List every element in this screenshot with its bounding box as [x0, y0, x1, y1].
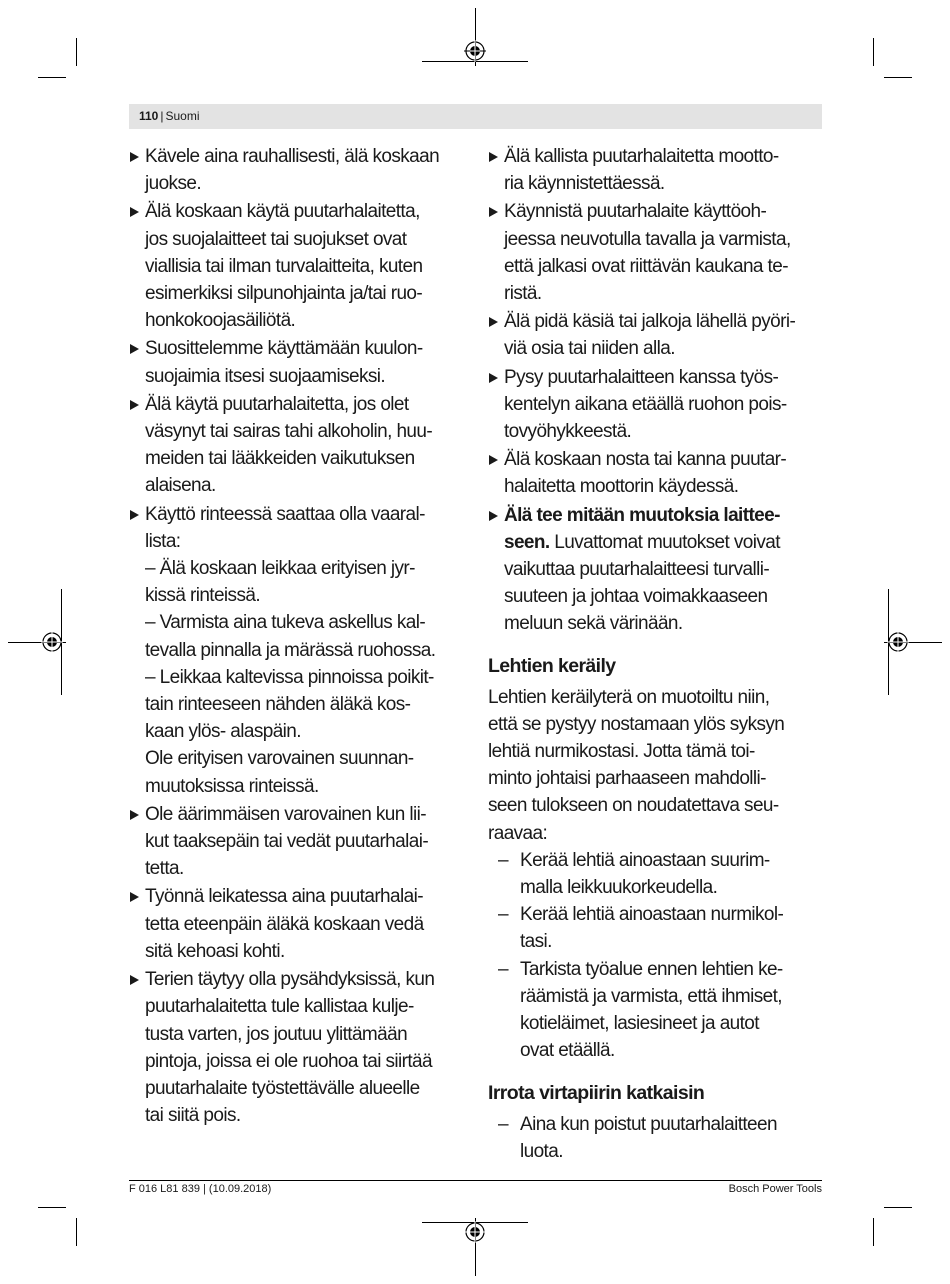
bold-bullet-lines: [504, 556, 828, 638]
text-line: Kerää lehtiä ainoastaan nurmikol-: [520, 904, 784, 926]
text-line: luota.: [520, 1140, 563, 1162]
bullet-item: [488, 143, 828, 197]
crop-mark: [38, 77, 66, 78]
text-line: Kerää lehtiä ainoastaan suurim-: [520, 849, 770, 871]
dash-marker: –: [498, 904, 508, 926]
bold-text: seen.: [504, 531, 550, 553]
text-line: Älä koskaan käytä puutarhalaitetta,: [145, 201, 420, 223]
bullet-line: Älä tee mitään muutoksia laittee-: [504, 504, 780, 526]
text-line: Älä kallista puutarhalaitetta mootto-: [504, 146, 779, 167]
crop-mark: [884, 77, 912, 78]
bullet-item: [488, 198, 828, 307]
crop-mark: [884, 1207, 912, 1208]
bullet-triangle-icon: [130, 207, 139, 217]
text-line: räämistä ja varmista, että ihmiset,: [520, 985, 782, 1007]
bullet-item: [129, 966, 474, 1129]
bullet-triangle-icon: [489, 207, 498, 217]
text-line: – Varmista aina tukeva askellus kal-: [145, 612, 426, 634]
bullet-item: [488, 446, 828, 500]
bullet-triangle-icon: [130, 892, 139, 902]
text-line: muutoksissa rinteissä.: [145, 775, 319, 797]
section-heading-circuit-breaker: Irrota virtapiirin katkaisin: [488, 1081, 705, 1104]
bullet-triangle-icon: [130, 810, 139, 820]
bullet-triangle-icon: [489, 152, 498, 162]
text-line: – Leikkaa kaltevissa pinnoissa poikit-: [145, 666, 434, 688]
text-line: Pysy puutarhalaitteen kanssa työs-: [504, 366, 779, 388]
text-line: halaitetta moottorin käydessä.: [504, 476, 739, 498]
dash-list: [488, 847, 828, 1065]
dash-item: [488, 901, 828, 955]
crop-mark: [873, 38, 874, 66]
bullet-item: [129, 883, 474, 965]
text-line: tevalla pinnalla ja märässä ruohossa.: [145, 639, 436, 661]
text-line: että se pystyy nostamaan ylös syksyn: [488, 713, 785, 735]
left-column: [129, 143, 474, 1130]
text-line: tai siitä pois.: [145, 1105, 241, 1127]
crop-mark: [873, 1218, 874, 1246]
footer-doc-id: F 016 L81 839 | (10.09.2018): [129, 1183, 272, 1195]
bullet-triangle-icon: [130, 152, 139, 162]
bullet-triangle-icon: [130, 975, 139, 985]
text-line: Työnnä leikatessa aina puutarhalai-: [145, 886, 423, 908]
text-line: suuteen ja johtaa voimakkaaseen: [504, 586, 768, 608]
section-heading-leaves: Lehtien keräily: [488, 654, 616, 677]
page-number: 110: [139, 109, 159, 123]
page-header: [129, 104, 822, 129]
bullet-triangle-icon: [489, 317, 498, 327]
footer-rule: [129, 1180, 822, 1181]
text-line: honkokoojasäiliötä.: [145, 310, 296, 332]
text-line: viallisia tai ilman turvalaitteita, kuten: [145, 255, 423, 277]
text-line: kotieläimet, lasiesineet ja autot: [520, 1013, 759, 1035]
bullet-item: [129, 143, 474, 197]
text-line: malla leikkuukorkeudella.: [520, 877, 718, 899]
text-line: Terien täytyy olla pysähdyksissä, kun: [145, 969, 435, 991]
text-line: tetta eteenpäin äläkä koskaan vedä: [145, 913, 424, 935]
text-line: viä osia tai niiden alla.: [504, 338, 675, 360]
registration-mark-icon: [464, 40, 486, 62]
text-line: kentelyn aikana etäällä ruohon pois-: [504, 393, 787, 415]
bullet-triangle-icon: [489, 455, 498, 465]
right-bullets: [488, 143, 828, 501]
text-line: pintoja, joissa ei ole ruohoa tai siirtää: [145, 1050, 432, 1072]
header-language: Suomi: [165, 109, 200, 123]
crop-mark: [76, 1218, 77, 1246]
text-line: Älä käytä puutarhalaitetta, jos olet: [145, 393, 409, 415]
text-line: ovat etäällä.: [520, 1040, 615, 1062]
right-column: [488, 143, 828, 1165]
text-line: vaikuttaa puutarhalaitteesi turvalli-: [504, 559, 770, 581]
text-line: Käynnistä puutarhalaite käyttöoh-: [504, 201, 767, 223]
bullet-item: [129, 391, 474, 500]
section-paragraph: [488, 684, 828, 847]
text-line: esimerkiksi silpunohjainta ja/tai ruo-: [145, 283, 423, 305]
bullet-item: [129, 335, 474, 389]
text-line: juokse.: [145, 173, 202, 195]
footer-brand: Bosch Power Tools: [728, 1183, 822, 1195]
bullet-triangle-icon: [130, 344, 139, 354]
text-line: – Älä koskaan leikkaa erityisen jyr-: [145, 558, 415, 580]
registration-mark-icon: [464, 1221, 486, 1243]
text-line: sitä kehoasi kohti.: [145, 940, 285, 962]
header-separator: |: [160, 109, 164, 123]
text-line: jeessa neuvotulla tavalla ja varmista,: [504, 228, 791, 250]
text-line: Älä pidä käsiä tai jalkoja lähellä pyöri-: [504, 311, 796, 333]
text-line: alaisena.: [145, 475, 216, 497]
text-line: tain rinteeseen nähden äläkä kos-: [145, 694, 411, 716]
crop-mark: [76, 38, 77, 66]
text-line: väsynyt tai sairas tahi alkoholin, huu-: [145, 421, 433, 443]
text-line: meiden tai lääkkeiden vaikutuksen: [145, 448, 415, 470]
text-line: että jalkasi ovat riittävän kaukana te-: [504, 255, 788, 277]
text-line: Älä koskaan nosta tai kanna puutar-: [504, 449, 787, 471]
text-line: tasi.: [520, 931, 552, 953]
bullet-line: [504, 529, 828, 556]
text-line: minto johtaisi parhaaseen mahdolli-: [488, 768, 766, 790]
text-line: Lehtien keräilyterä on muotoiltu niin,: [488, 686, 770, 708]
dash-marker: –: [498, 849, 508, 871]
registration-mark-icon: [41, 631, 63, 653]
text-line: Suosittelemme käyttämään kuulon-: [145, 338, 423, 360]
dash-item: [488, 847, 828, 901]
bullet-item: [488, 308, 828, 362]
text-line: seen tulokseen on noudatettava seu-: [488, 795, 779, 817]
text-line: jos suojalaitteet tai suojukset ovat: [145, 228, 407, 250]
text-line: lista:: [145, 530, 181, 552]
text-line: kut taaksepäin tai vedät puutarhalai-: [145, 831, 429, 853]
crop-mark: [38, 1207, 66, 1208]
text-line: tusta varten, jos joutuu ylittämään: [145, 1023, 408, 1045]
text-line: kissä rinteissä.: [145, 585, 260, 607]
text-line: tovyöhykkeestä.: [504, 421, 632, 443]
bold-bullet: [488, 502, 828, 638]
bullet-item: [488, 364, 828, 446]
text-line: lehtiä nurmikostasi. Jotta tämä toi-: [488, 741, 755, 763]
text-line: meluun sekä värinään.: [504, 613, 683, 635]
text-line: ristä.: [504, 283, 542, 305]
text-line: Tarkista työalue ennen lehtien ke-: [520, 958, 783, 980]
bullet-triangle-icon: [489, 373, 498, 383]
text-line: tetta.: [145, 858, 184, 880]
dash-marker: –: [498, 958, 508, 980]
bullet-item: [129, 501, 474, 800]
text-line: Aina kun poistut puutarhalaitteen: [520, 1113, 777, 1135]
bullet-text: Luvattomat muutokset voivat: [549, 531, 780, 553]
text-line: suojaimia itsesi suojaamiseksi.: [145, 365, 386, 387]
bullet-triangle-icon: [489, 511, 498, 521]
text-line: kaan ylös- alaspäin.: [145, 721, 301, 743]
bullet-triangle-icon: [130, 400, 139, 410]
bullet-item: [129, 198, 474, 334]
dash-marker: –: [498, 1113, 508, 1135]
text-line: puutarhalaitetta tule kallistaa kulje-: [145, 996, 414, 1018]
dash-item: [488, 1111, 828, 1165]
text-line: Ole äärimmäisen varovainen kun lii-: [145, 803, 427, 825]
text-line: ria käynnistettäessä.: [504, 173, 665, 195]
text-line: Käyttö rinteessä saattaa olla vaaral-: [145, 503, 425, 525]
bullet-item: [129, 801, 474, 883]
registration-mark-icon: [887, 631, 909, 653]
dash-item: [488, 956, 828, 1065]
bullet-triangle-icon: [130, 510, 139, 520]
text-line: Ole erityisen varovainen suunnan-: [145, 748, 414, 770]
dash-list: [488, 1111, 828, 1165]
text-line: raavaa:: [488, 822, 548, 844]
text-line: Kävele aina rauhallisesti, älä koskaan: [145, 146, 440, 167]
text-line: puutarhalaite työstettävälle alueelle: [145, 1077, 420, 1099]
